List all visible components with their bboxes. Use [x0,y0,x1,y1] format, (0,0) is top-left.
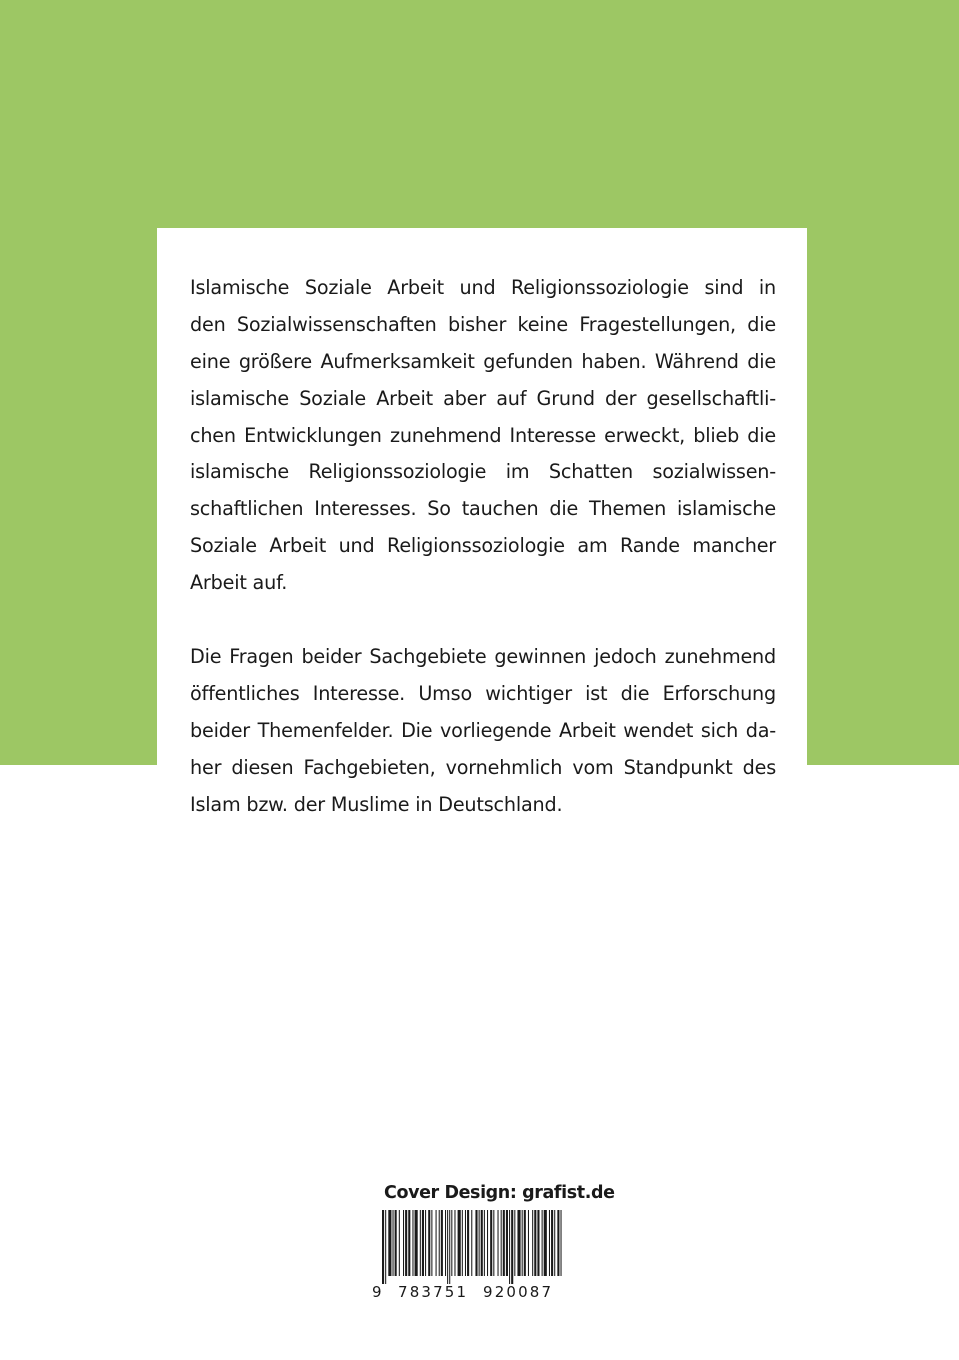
barcode-bar [479,1210,480,1276]
barcode-bar [501,1210,502,1276]
barcode-bar [393,1210,394,1276]
blurb-paragraph-1 [190,270,776,602]
barcode-bar [514,1210,515,1276]
barcode-bar [449,1210,450,1284]
blurb-line: chen Entwicklungen zunehmend Interesse erweckt, blieb die [190,423,776,447]
barcode-bar [399,1210,400,1276]
barcode-bar [522,1210,523,1276]
barcode-bar [385,1210,386,1284]
barcode-bar [511,1210,513,1284]
blurb-line: islamische Soziale Arbeit aber auf Grund der gesellschaftli- [190,386,776,410]
barcode-bar [408,1210,410,1276]
barcode-bar [462,1210,463,1276]
barcode-bar [425,1210,426,1276]
barcode-bar [447,1210,448,1284]
isbn-left-group: 783751 [398,1283,466,1300]
barcode-bar [471,1210,472,1276]
barcode-bar [561,1210,562,1276]
barcode-bar [441,1210,443,1276]
isbn-barcode [372,1210,572,1300]
barcode-bar [484,1210,485,1276]
barcode-bar [549,1210,550,1276]
barcode-bar [493,1210,494,1276]
barcode-bar [436,1210,437,1276]
barcode-bar [517,1210,520,1276]
barcode-bar [458,1210,461,1276]
barcode-bar [415,1210,418,1276]
barcode-bar [551,1210,553,1276]
isbn-lead-digit: 9 [372,1283,382,1300]
barcode-bar [395,1210,397,1276]
barcode-bar [439,1210,440,1276]
barcode-bar [544,1210,547,1276]
barcode-bar [465,1210,466,1276]
blurb-line: den Sozialwissenschaften bisher keine Fragestellungen, die [190,312,776,336]
barcode-bars [382,1210,562,1284]
barcode-bar [506,1210,508,1276]
barcode-bar [528,1210,529,1276]
barcode-bar [490,1210,492,1276]
barcode-bar [467,1210,469,1276]
barcode-bar [475,1210,477,1276]
barcode-bar [557,1210,559,1276]
blurb-line: islamische Religionssoziologie im Schatten sozialwissen- [190,460,776,484]
barcode-bar [534,1210,536,1276]
blurb-line: beider Themenfelder. Die vorliegende Arbeit wendet sich da- [190,718,776,742]
isbn-right-group: 920087 [483,1283,551,1300]
barcode-bar [403,1210,404,1276]
barcode-bar [542,1210,543,1276]
barcode-bar [382,1210,384,1284]
blurb-line: Islamische Soziale Arbeit und Religionssoziologie sind in [190,276,776,299]
blurb-line: Islam bzw. der Muslime in Deutschland. [190,792,563,816]
barcode-bar [524,1210,526,1276]
barcode-bar [428,1210,430,1276]
barcode-bar [431,1210,432,1276]
blurb-line: Arbeit auf. [190,571,288,595]
barcode-bar [481,1210,483,1276]
barcode-bar [498,1210,499,1276]
barcode-bar [554,1210,555,1276]
barcode-bar [445,1210,446,1276]
barcode-bar [412,1210,413,1276]
barcode-bar [405,1210,407,1276]
blurb-line: eine größere Aufmerksamkeit gefunden haben. Während die [190,349,776,373]
barcode-bar [388,1210,391,1276]
barcode-bar [503,1210,505,1276]
blurb-paragraph-2 [190,639,776,823]
blurb-line: Die Fragen beider Sachgebiete gewinnen jedoch zunehmend [190,645,776,668]
blurb-line: schaftlichen Interesses. So tauchen die Themen islamische [190,497,776,521]
blurb-line: Soziale Arbeit und Religionssoziologie am Rande mancher [190,534,776,558]
barcode-bar [487,1210,488,1276]
barcode-bar [537,1210,539,1276]
barcode-bar [509,1210,510,1284]
barcode-bar [420,1210,421,1276]
cover-design-credit: Cover Design: grafist.de [384,1183,615,1203]
barcode-bar [532,1210,533,1276]
barcode-bar [422,1210,424,1276]
blurb-line: öffentliches Interesse. Umso wichtiger ist die Erforschung [190,681,776,705]
blurb-line: her diesen Fachgebieten, vornehmlich vom Standpunkt des [190,755,776,779]
barcode-bar [454,1210,455,1276]
barcode-bar [451,1210,452,1276]
